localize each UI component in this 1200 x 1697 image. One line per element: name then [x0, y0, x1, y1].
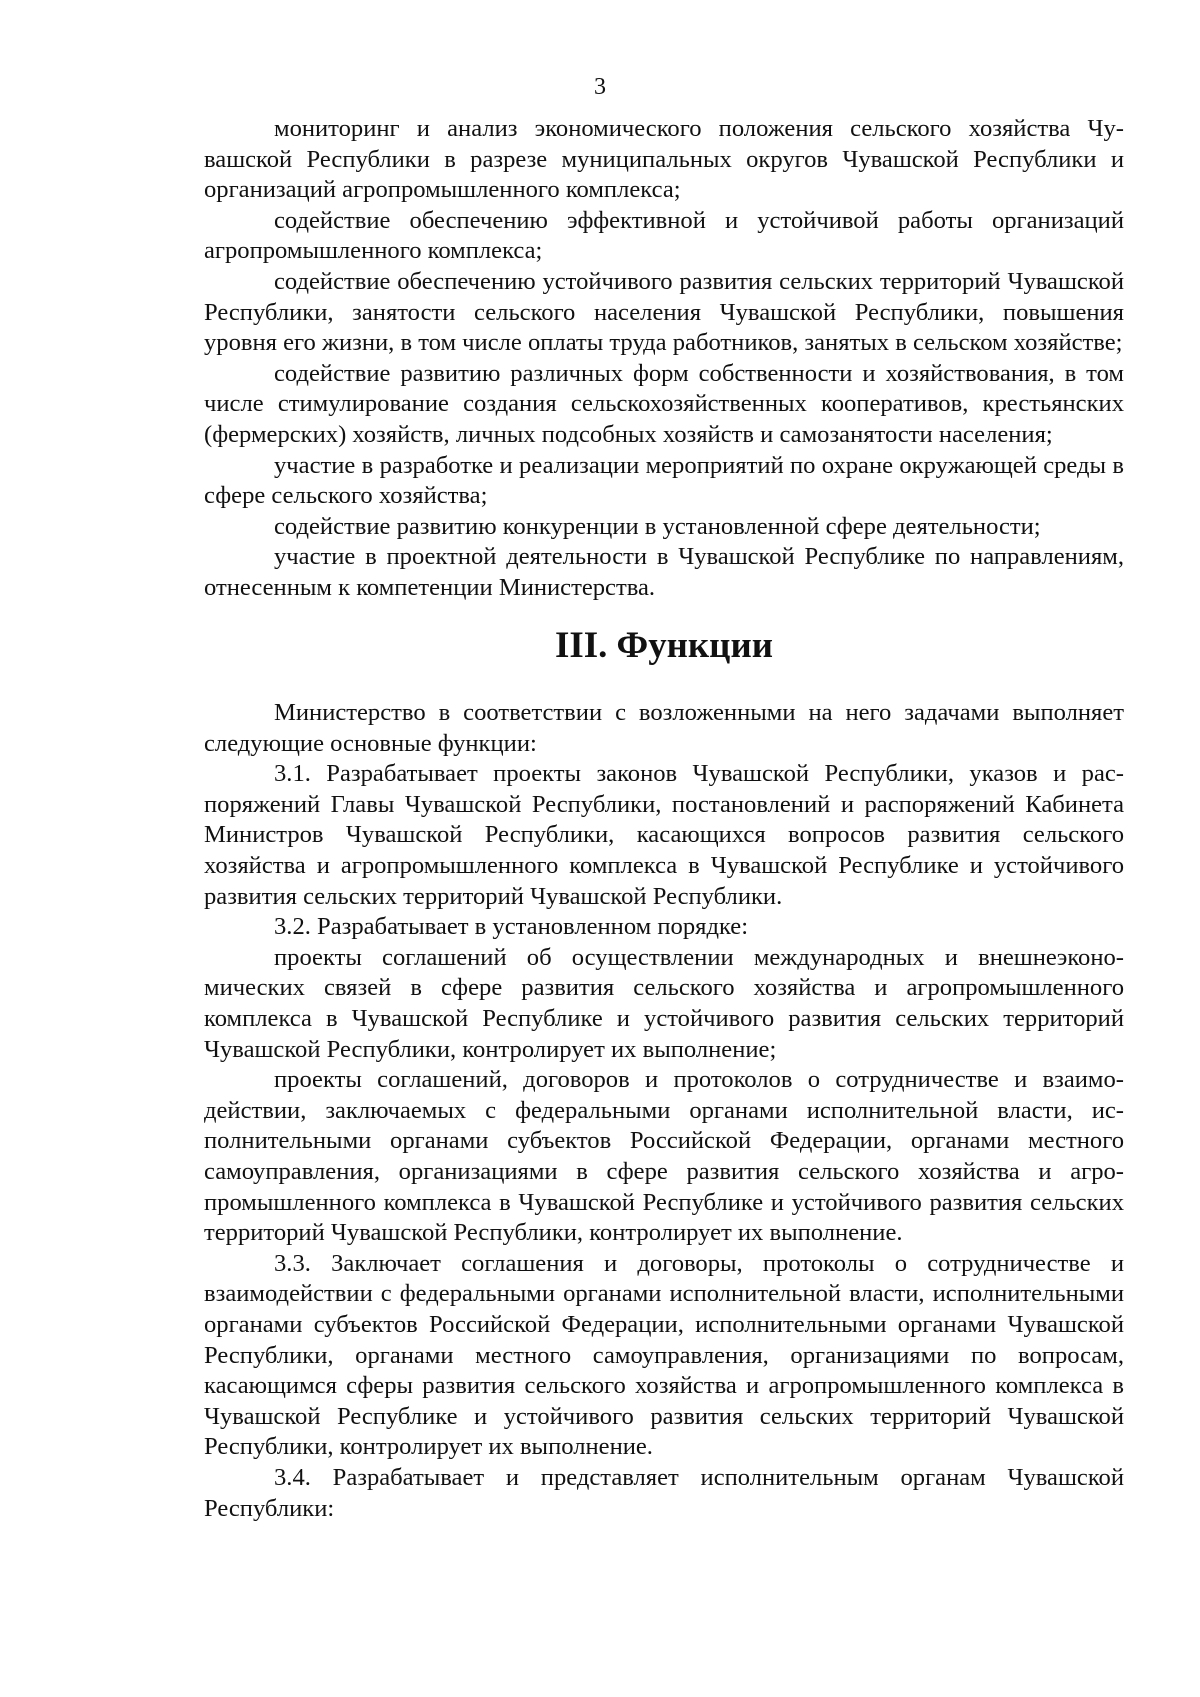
paragraph: мониторинг и анализ экономического положения сельского хозяйства Чувашской Республики в разрезе муниципальных округов Чувашской Республики и организаций агропромышленного комплекса; [204, 115, 1124, 204]
paragraph: содействие развитию различных форм собственности и хозяйствования, в том числе стимулирование создания сельскохозяйственных кооперативов, крестьянских (фермерских) хозяйств, личных подсобных хозяйств и самозанятости населения; [204, 359, 1124, 448]
paragraph: 3.3. Заключает соглашения и договоры, протоколы о сотрудничестве и взаимодействии с федеральными органами исполнительной власти, исполнительными органами субъектов Российской Федерации, исполнительными органами Чувашской Республики, органами местного самоуправления, организациями по вопросам, касающимся сферы развития сельского хозяйства и агропромышленного комплекса в Чувашской Республике и устойчивого развития сельских территорий Чувашской Республики, контролирует их выполнение. [204, 1249, 1124, 1461]
document-body [204, 114, 1124, 1524]
paragraph: содействие развитию конкуренции в установленной сфере деятельности; [274, 512, 1041, 540]
paragraph: 3.4. Разрабатывает и представляет исполнительным органам Чувашской Республики: [204, 1463, 1124, 1522]
section-heading: III. Функции [555, 623, 773, 665]
paragraph: содействие обеспечению эффективной и устойчивой работы организаций агропромышленного комплекса; [204, 206, 1124, 265]
page-number: 3 [594, 74, 606, 100]
paragraph: 3.1. Разрабатывает проекты законов Чувашской Республики, указов и распоряжений Главы Чувашской Республики, постановлений и распоряжений Кабинета Министров Чувашской Республики, касающихся вопросов развития сельского хозяйства и агропромышленного комплекса в Чувашской Республике и устойчивого развития сельских территорий Чувашской Республики. [204, 760, 1124, 910]
paragraph: Министерство в соответствии с возложенными на него задачами выполняет следующие основные функции: [204, 699, 1124, 757]
paragraph: участие в проектной деятельности в Чувашской Республике по направлениям, отнесенным к компетенции Министерства. [204, 543, 1124, 601]
paragraph: содействие обеспечению устойчивого развития сельских территорий Чувашской Республики, занятости сельского населения Чувашской Республики, повышения уровня его жизни, в том числе оплаты труда работников, занятых в сельском хозяйстве; [204, 267, 1124, 357]
paragraph: 3.2. Разрабатывает в установленном порядке: [274, 913, 749, 941]
paragraph: проекты соглашений, договоров и протоколов о сотрудничестве и взаимодействии, заключаемых с федеральными органами исполнительной власти, исполнительными органами субъектов Российской Федерации, органами местного самоуправления, организациями в сфере развития сельского хозяйства и агропромышленного комплекса в Чувашской Республике и устойчивого развития сельских территорий Чувашской Республики, контролирует их выполнение. [204, 1066, 1124, 1247]
paragraph: участие в разработке и реализации мероприятий по охране окружающей среды в сфере сельского хозяйства; [204, 451, 1124, 510]
paragraph: проекты соглашений об осуществлении международных и внешнеэкономических связей в сфере развития сельского хозяйства и агропромышленного комплекса в Чувашской Республике и устойчивого развития сельских территорий Чувашской Республики, контролирует их выполнение; [204, 943, 1124, 1063]
